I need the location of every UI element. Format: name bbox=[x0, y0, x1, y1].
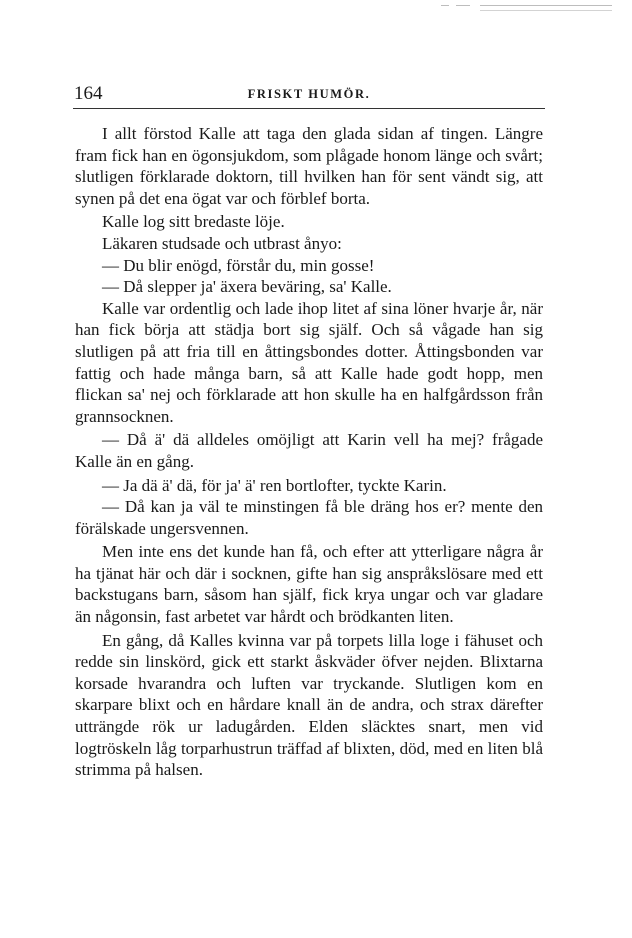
paragraph: Kalle log sitt bredaste löje. bbox=[102, 212, 285, 232]
paragraph: Men inte ens det kunde han få, och efter att ytterligare några år ha tjänat här och där i socknen, gifte han sig anspråkslösare med ett backstugans barn, såsom han själf, fick krya ungar och var gladare än någonsin, fast arbetet var hårdt och brödkanten liten. bbox=[75, 542, 543, 627]
page-number: 164 bbox=[74, 83, 103, 104]
top-edge-rule bbox=[480, 10, 612, 11]
paragraph: En gång, då Kalles kvinna var på torpets lilla loge i fähuset och redde sin linskörd, gick ett starkt åskväder öfver nejden. Blixtarna korsade hvarandra och luften var tryckande. Slutligen kom en skarpare blixt och en hårdare knall än de andra, och strax därefter utträngde rök ur ladugården. Elden släcktes snart, men vid logtröskeln låg torparhustrun träffad af blixten, död, med en liten blå strimma på halsen. bbox=[75, 630, 543, 780]
dialogue-line: — Då kan ja väl te minstingen få ble dräng hos er? mente den förälskade ungersvennen. bbox=[75, 497, 543, 538]
paragraph: Läkaren studsade och utbrast ånyo: bbox=[102, 233, 342, 253]
header-rule bbox=[73, 108, 545, 109]
dialogue-line: — Du blir enögd, förstår du, min gosse! bbox=[102, 255, 375, 275]
page-header bbox=[74, 82, 544, 106]
body-text bbox=[75, 123, 543, 781]
running-title: FRISKT HUMÖR. bbox=[247, 87, 371, 101]
paragraph: Kalle var ordentlig och lade ihop litet af sina löner hvarje år, när han fick börja att städja bort sig själf. Och så vågade han sig slutligen på att fria till en åttingsbondes dotter. Åttingsbonden var fattig och hade många barn, så att Kalle hade godt hopp, men flickan sa' nej och förklarade att hon skulle ha en halfgårdsson från grannsocknen. bbox=[75, 298, 543, 426]
top-edge-mark bbox=[456, 5, 470, 6]
top-edge-mark bbox=[441, 5, 449, 6]
dialogue-line: — Ja dä ä' dä, för ja' ä' ren bortlofter, tyckte Karin. bbox=[102, 475, 447, 495]
top-edge-rule bbox=[480, 5, 612, 6]
dialogue-line: — Då slepper ja' äxera beväring, sa' Kalle. bbox=[102, 277, 392, 297]
paragraph: I allt förstod Kalle att taga den glada sidan af tingen. Längre fram fick han en ögonsjukdom, som plågade honom länge och svårt; slutligen förklarade doktorn, till hvilken han för sent vändt sig, att synen på det ena ögat var och förblef borta. bbox=[75, 124, 543, 208]
dialogue-line: — Då ä' dä alldeles omöjligt att Karin vell ha mej? frågade Kalle än en gång. bbox=[75, 430, 543, 471]
